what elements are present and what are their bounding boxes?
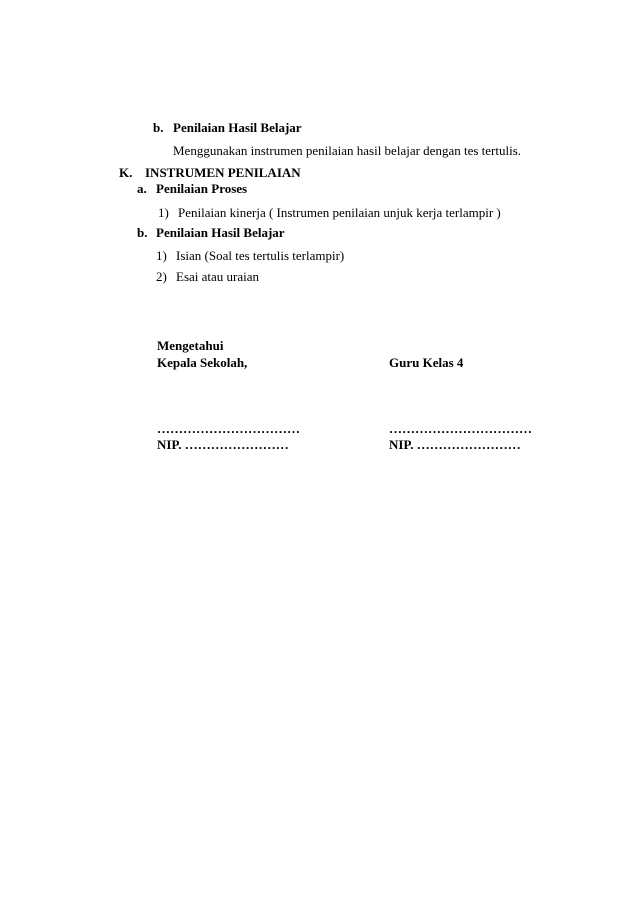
section-k-heading <box>119 165 301 181</box>
hasil-title: Penilaian Hasil Belajar <box>156 225 285 240</box>
proses-item-1-text: Penilaian kinerja ( Instrumen penilaian unjuk kerja terlampir ) <box>178 205 501 220</box>
prev-subheading <box>153 120 302 136</box>
sign-right-title: Guru Kelas 4 <box>389 355 464 370</box>
sign-left-nip: NIP. …………………… <box>157 437 289 452</box>
hasil-item-2 <box>156 269 259 285</box>
sign-left-name-dots: …………………………… <box>157 421 300 436</box>
sign-left-title: Kepala Sekolah, <box>157 355 248 370</box>
proses-item-1 <box>158 205 501 221</box>
hasil-marker: b. <box>137 225 148 240</box>
prev-subheading-title: Penilaian Hasil Belajar <box>173 120 302 135</box>
section-k-marker: K. <box>119 165 133 180</box>
sign-right-name-dots: …………………………… <box>389 421 532 436</box>
sign-right-nip: NIP. …………………… <box>389 437 521 452</box>
hasil-item-2-text: Esai atau uraian <box>176 269 260 284</box>
prev-section-text: Menggunakan instrumen penilaian hasil belajar dengan tes tertulis. <box>173 143 522 158</box>
hasil-item-1 <box>156 248 344 264</box>
sign-left-line1: Mengetahui <box>157 338 224 353</box>
proses-item-1-marker: 1) <box>158 205 169 220</box>
proses-marker: a. <box>137 181 147 196</box>
section-k-title: INSTRUMEN PENILAIAN <box>145 165 301 180</box>
prev-subheading-marker: b. <box>153 120 164 135</box>
hasil-item-2-marker: 2) <box>156 269 167 284</box>
hasil-item-1-marker: 1) <box>156 248 167 263</box>
proses-title: Penilaian Proses <box>156 181 248 196</box>
hasil-heading <box>137 225 285 241</box>
hasil-item-1-text: Isian (Soal tes tertulis terlampir) <box>176 248 345 263</box>
proses-heading <box>137 181 247 197</box>
